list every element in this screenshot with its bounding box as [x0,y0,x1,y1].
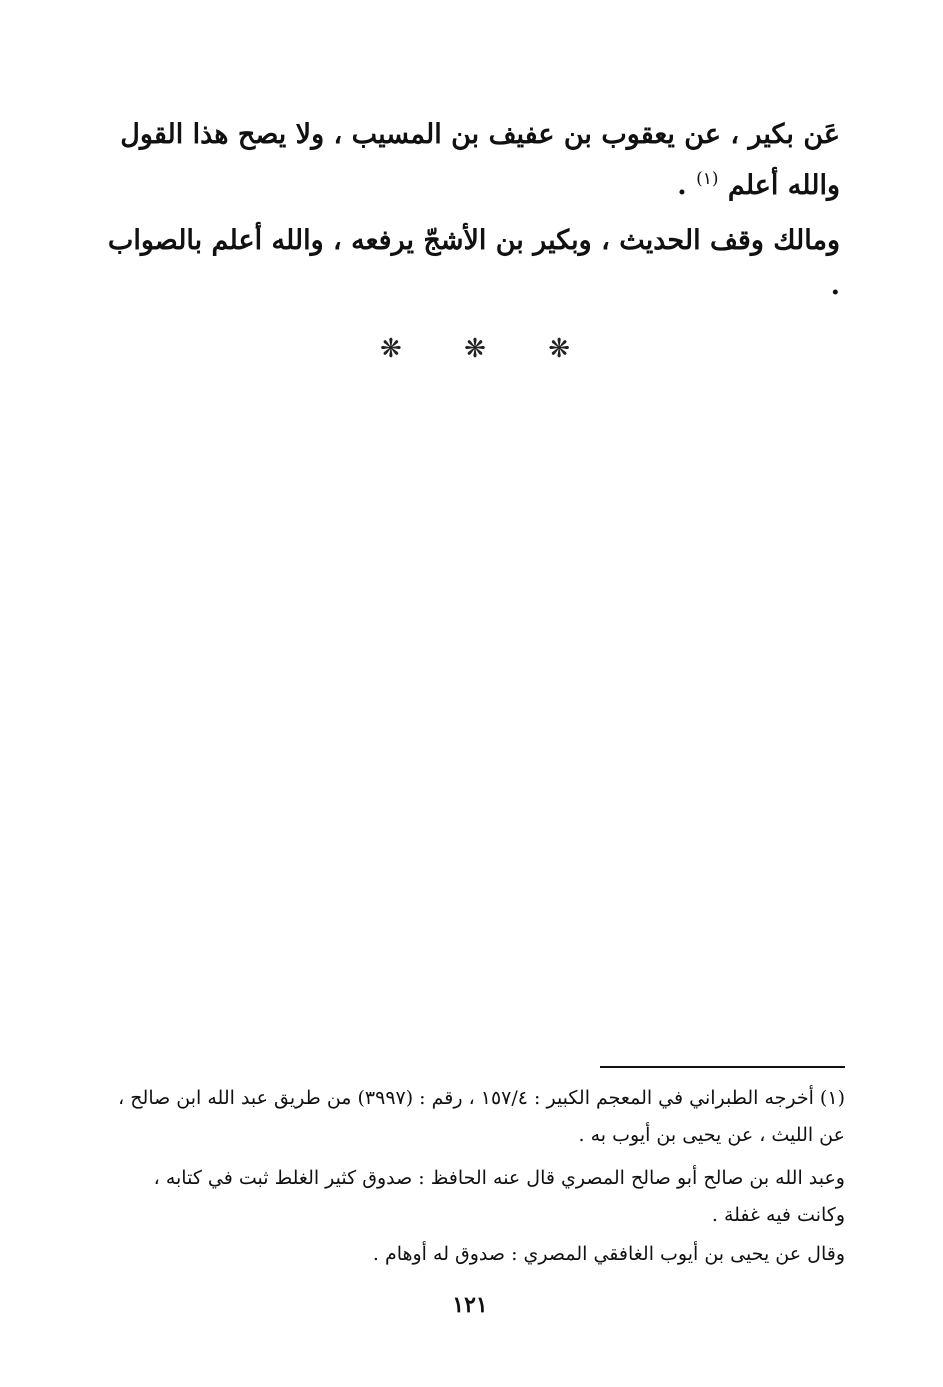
main-paragraph-1 [95,112,840,208]
main-paragraph-2: ومالك وقف الحديث ، وبكير بن الأشجّ يرفعه ، والله أعلم بالصواب . [107,225,840,301]
footnote-ref-1[interactable]: (١) [696,169,719,189]
star-icon: ❋ [464,334,486,364]
star-icon: ❋ [380,334,402,364]
footnote-divider [600,1066,845,1068]
footnote-1-note: وقال عن يحيى بن أيوب الغافقي المصري : صدوق له أوهام . [372,1243,845,1265]
para1-end: . [677,170,697,201]
footnote-1-continuation: وعبد الله بن صالح أبو صالح المصري قال عنه الحافظ : صدوق كثير الغلط ثبت في كتابه ، وكانت فيه غفلة . [153,1167,845,1226]
para1-text: عَن بكير ، عن يعقوب بن عفيف بن المسيب ، ولا يصح هذا القول والله أعلم [120,119,840,201]
star-icon: ❋ [548,334,570,364]
footnote-1: (١) أخرجه الطبراني في المعجم الكبير : ١٥٧/٤ ، رقم : (٣٩٩٧) من طريق عبد الله ابن صالح ، عن الليث ، عن يحيى بن أيوب به . [118,1087,845,1146]
section-separator [380,334,570,364]
page-number: ١٢١ [452,1292,488,1318]
